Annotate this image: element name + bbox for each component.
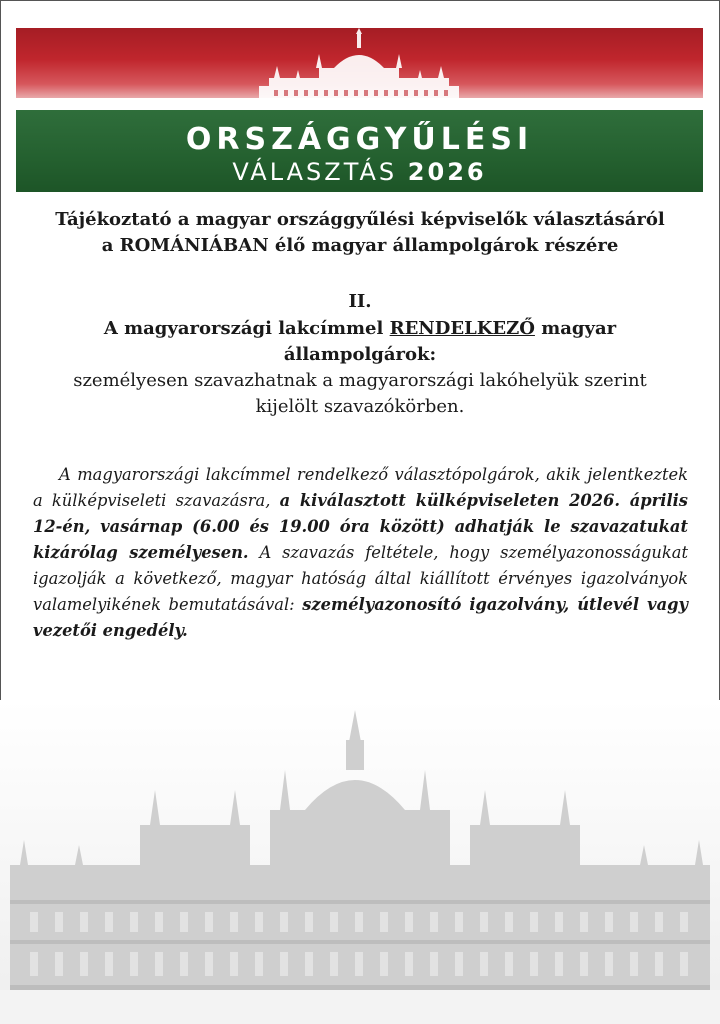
banner-subtitle-word: VÁLASZTÁS [232, 158, 398, 186]
section-title-underlined: RENDELKEZŐ [389, 318, 535, 339]
banner-title: ORSZÁGGYŰLÉSI [185, 122, 534, 157]
section-title-line-1 [20, 317, 700, 341]
section-number: II. [348, 291, 372, 312]
heading-line-1: Tájékoztató a magyar országgyűlési képviselők választásáról [55, 209, 665, 230]
banner-subtitle [16, 158, 703, 186]
section-title-pre: A magyarországi lakcímmel [103, 318, 384, 339]
red-banner [16, 28, 703, 98]
section-title-line-2: állampolgárok: [283, 344, 437, 365]
paragraph-part-2: A szavazás feltétele, hogy személyazonosságukat igazolják a következő, magyar hatóság által kiállított érvényes igazolványok valamelyikének bemutatásával: [33, 543, 688, 614]
section-desc-line-2: kijelölt szavazókörben. [255, 396, 465, 417]
paragraph-part-1: A magyarországi lakcímmel rendelkező választópolgárok, akik jelentkeztek a külképviseleti szavazásra, [33, 465, 688, 510]
green-banner [16, 110, 703, 192]
parliament-silhouette-icon [16, 28, 703, 98]
paragraph-bold-2: személyazonosító igazolvány, útlevél vagy vezetői engedély. [33, 595, 688, 640]
banner-year: 2026 [407, 158, 487, 186]
heading-line-2: a ROMÁNIÁBAN élő magyar állampolgárok részére [101, 235, 619, 256]
paragraph-bold-1: a kiválasztott külképviseleten 2026. április 12-én, vasárnap (6.00 és 19.00 óra között) adhatják le szavazatukat kizárólag személyesen. [33, 491, 688, 562]
info-paragraph [33, 462, 688, 644]
parliament-building-illustration [0, 700, 720, 1024]
section-title-post: magyar [541, 318, 617, 339]
section-desc-line-1: személyesen szavazhatnak a magyarországi lakóhelyük szerint [73, 370, 647, 391]
